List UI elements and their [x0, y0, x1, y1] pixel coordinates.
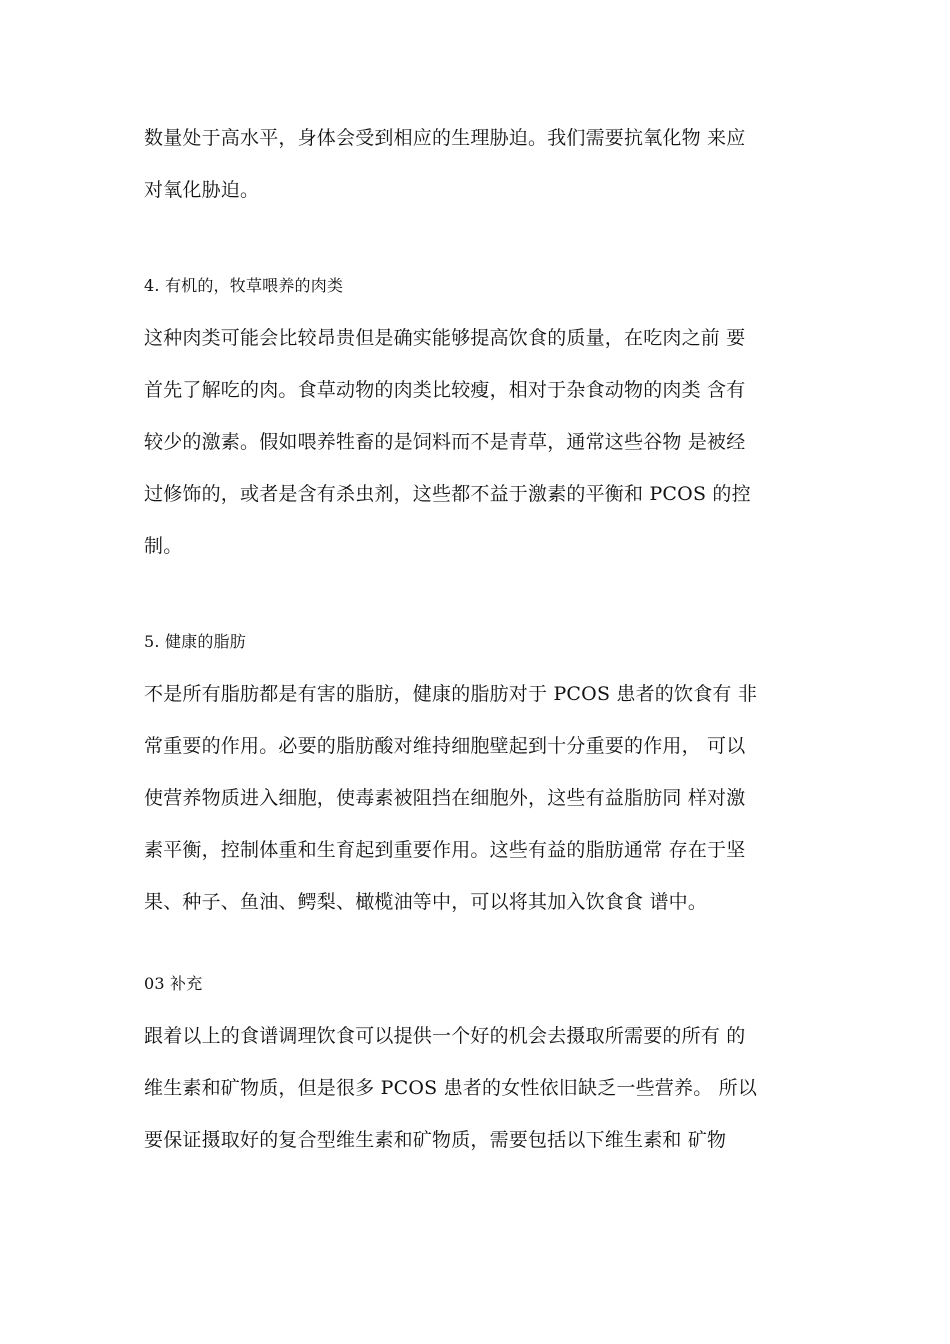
- text-line: 首先了解吃的肉。食草动物的肉类比较瘦，相对于杂食动物的肉类 含有: [144, 379, 746, 401]
- section-heading: 4. 有机的，牧草喂养的肉类: [144, 276, 344, 295]
- text-line: 较少的激素。假如喂养牲畜的是饲料而不是青草，通常这些谷物 是被经: [144, 431, 746, 453]
- text-line: 数量处于高水平，身体会受到相应的生理胁迫。我们需要抗氧化物 来应: [144, 127, 746, 149]
- text-line: 制。: [144, 535, 183, 557]
- section-heading: 03 补充: [144, 974, 203, 993]
- section-heading: 5. 健康的脂肪: [144, 632, 246, 651]
- text-line: 常重要的作用。必要的脂肪酸对维持细胞壁起到十分重要的作用， 可以: [144, 735, 746, 757]
- spacer: [144, 928, 824, 958]
- text-line: 素平衡，控制体重和生育起到重要作用。这些有益的脂肪通常 存在于坚: [144, 839, 746, 861]
- text-line: 果、种子、鱼油、鳄梨、橄榄油等中，可以将其加入饮食食 谱中。: [144, 891, 708, 913]
- text-line: 不是所有脂肪都是有害的脂肪，健康的脂肪对于 PCOS 患者的饮食有 非: [144, 683, 758, 705]
- text-line: 使营养物质进入细胞，使毒素被阻挡在细胞外，这些有益脂肪同 样对激: [144, 787, 746, 809]
- spacer: [144, 572, 824, 616]
- section-organic-meat: [144, 260, 824, 572]
- text-line: 跟着以上的食谱调理饮食可以提供一个好的机会去摄取所需要的所有 的: [144, 1025, 746, 1047]
- section-supplements: [144, 958, 824, 1166]
- text-line: 对氧化胁迫。: [144, 179, 260, 201]
- text-line: 过修饰的，或者是含有杀虫剂，这些都不益于激素的平衡和 PCOS 的控: [144, 483, 751, 505]
- section-healthy-fats: [144, 616, 824, 928]
- text-line: 这种肉类可能会比较昂贵但是确实能够提高饮食的质量，在吃肉之前 要: [144, 327, 746, 349]
- text-line: 维生素和矿物质，但是很多 PCOS 患者的女性依旧缺乏一些营养。 所以: [144, 1077, 758, 1099]
- spacer: [144, 216, 824, 260]
- text-line: 要保证摄取好的复合型维生素和矿物质，需要包括以下维生素和 矿物: [144, 1129, 727, 1151]
- document-page: [144, 112, 824, 1166]
- paragraph-oxidative-stress: [144, 112, 824, 216]
